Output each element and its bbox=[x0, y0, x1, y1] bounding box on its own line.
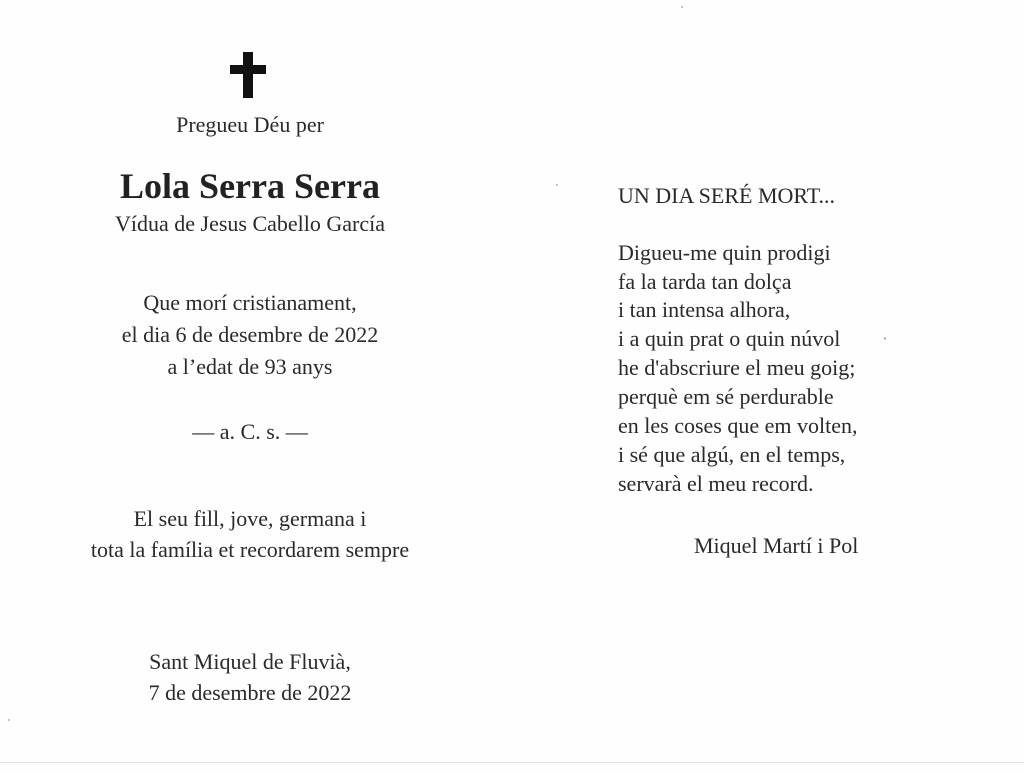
poem-line: en les coses que em volten, bbox=[618, 413, 858, 438]
card-edge bbox=[0, 762, 1024, 763]
scan-speck bbox=[556, 184, 558, 186]
poem-line: perquè em sé perdurable bbox=[618, 384, 834, 409]
poem-author: Miquel Martí i Pol bbox=[694, 533, 859, 558]
poem-line: he d'abscriure el meu goig; bbox=[618, 355, 856, 380]
cross-icon bbox=[228, 52, 268, 98]
family-line-1: El seu fill, jove, germana i bbox=[133, 506, 367, 531]
scan-speck bbox=[884, 337, 886, 340]
scan-speck bbox=[681, 6, 683, 8]
poem-line: i sé que algú, en el temps, bbox=[618, 442, 846, 467]
right-panel bbox=[618, 0, 958, 773]
poem-line: i tan intensa alhora, bbox=[618, 297, 791, 322]
place-line: Sant Miquel de Fluvià, bbox=[149, 649, 351, 674]
death-line-2: el dia 6 de desembre de 2022 bbox=[121, 322, 379, 347]
acs-line: — a. C. s. — bbox=[192, 419, 308, 444]
poem-title: UN DIA SERÉ MORT... bbox=[618, 183, 836, 208]
left-panel bbox=[40, 0, 460, 773]
widow-line: Vídua de Jesus Cabello García bbox=[114, 211, 386, 236]
death-line-1: Que morí cristianament, bbox=[143, 290, 357, 315]
poem-line: servarà el meu record. bbox=[618, 471, 814, 496]
family-line-2: tota la família et recordarem sempre bbox=[90, 537, 410, 562]
scan-speck bbox=[8, 719, 10, 721]
date-line: 7 de desembre de 2022 bbox=[148, 680, 352, 705]
deceased-name: Lola Serra Serra bbox=[120, 166, 380, 206]
poem-line: Digueu-me quin prodigi bbox=[618, 240, 831, 265]
death-line-3: a l’edat de 93 anys bbox=[167, 354, 333, 379]
poem-line: i a quin prat o quin núvol bbox=[618, 326, 841, 351]
prayer-line: Pregueu Déu per bbox=[176, 112, 324, 137]
poem-line: fa la tarda tan dolça bbox=[618, 269, 792, 294]
